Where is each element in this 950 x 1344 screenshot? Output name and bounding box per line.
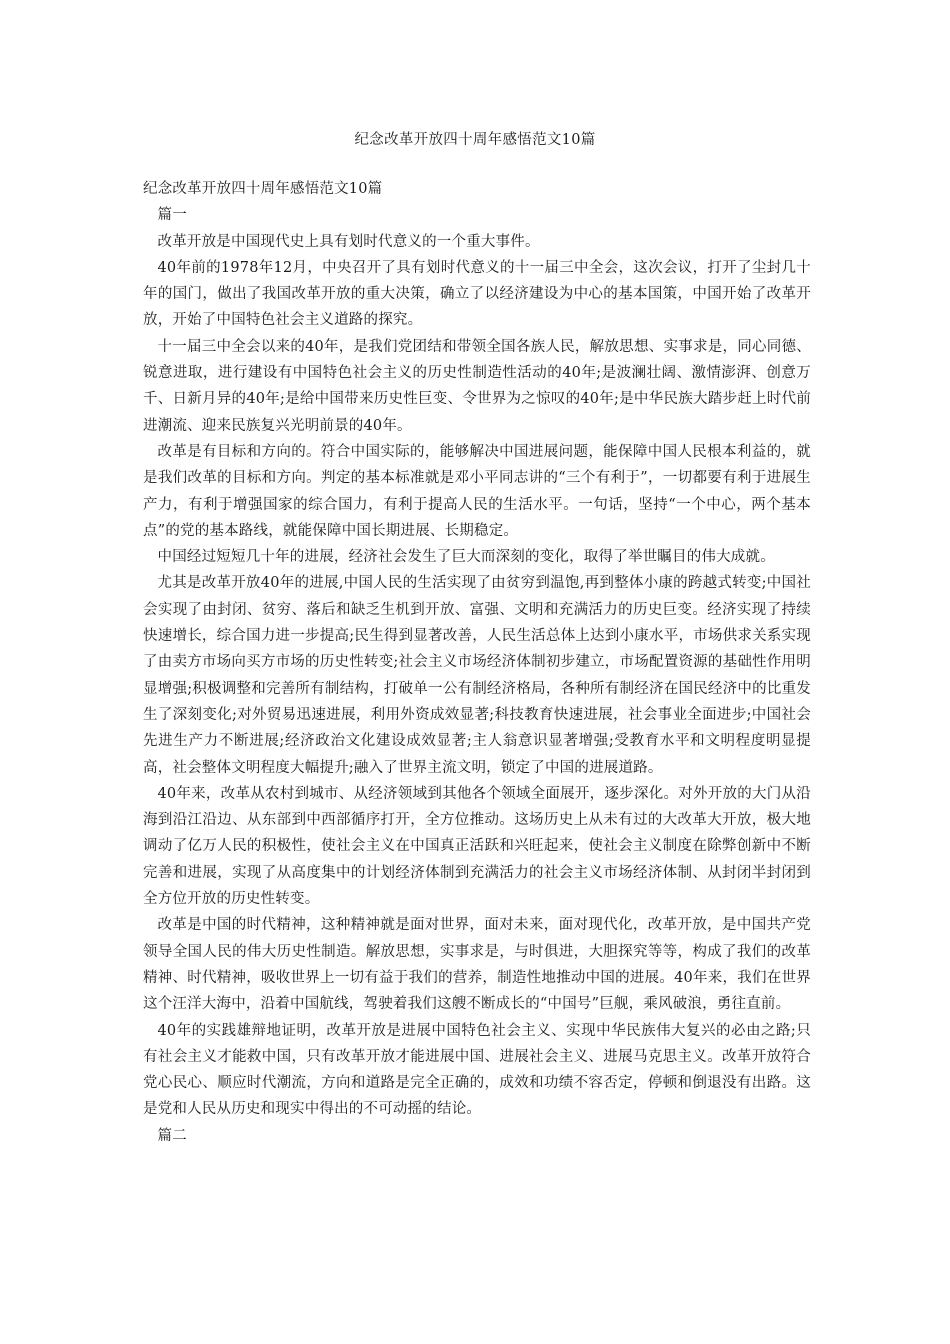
- document-subtitle: 纪念改革开放四十周年感悟范文10篇: [143, 181, 383, 197]
- paragraph: 改革是中国的时代精神，这种精神就是面对世界，面对未来，面对现代化，改革开放，是中国共产党领导全国人民的伟大历史性制造。解放思想，实事求是，与时俱进，大胆探究等等，构成了我们的改革精神、时代精神，吸收世界上一切有益于我们的营养，制造性地推动中国的进展。40年来，我们在世界这个汪洋大海中，沿着中国航线，驾驶着我们这艘不断成长的“中国号”巨舰，乘风破浪，勇往直前。: [143, 917, 811, 1013]
- document-title: 纪念改革开放四十周年感悟范文10篇: [354, 132, 596, 148]
- paragraph: 改革开放是中国现代史上具有划时代意义的一个重大事件。: [157, 233, 540, 250]
- paragraph: 改革是有目标和方向的。符合中国实际的，能够解决中国进展问题，能保障中国人民根本利益的，就是我们改革的目标和方向。判定的基本标准就是邓小平同志讲的“三个有利于”，一切都要有利于进展生产力，有利于增强国家的综合国力，有利于提高人民的生活水平。一句话，坚持“一个中心，两个基本点”的党的基本路线，就能保障中国长期进展、长期稳定。: [143, 443, 811, 539]
- paragraph: 40年前的1978年12月，中央召开了具有划时代意义的十一届三中全会，这次会议，打开了尘封几十年的国门，做出了我国改革开放的重大决策，确立了以经济建设为中心的基本国策，中国开始了改革开放，开始了中国特色社会主义道路的探究。: [143, 259, 811, 329]
- paragraph: 40年来，改革从农村到城市、从经济领域到其他各个领域全面展开，逐步深化。对外开放的大门从沿海到沿江沿边、从东部到中西部循序打开，全方位推动。这场历史上从未有过的大改革大开放，极大地调动了亿万人民的积极性，使社会主义在中国真正活跃和兴旺起来，使社会主义制度在除弊创新中不断完善和进展，实现了从高度集中的计划经济体制到充满活力的社会主义市场经济体制、从封闭半封闭到全方位开放的历史性转变。: [143, 785, 811, 908]
- paragraph: 40年的实践雄辩地证明，改革开放是进展中国特色社会主义、实现中华民族伟大复兴的必由之路;只有社会主义才能救中国，只有改革开放才能进展中国、进展社会主义、进展马克思主义。改革开放符合党心民心、顺应时代潮流，方向和道路是完全正确的，成效和功绩不容否定，停顿和倒退没有出路。这是党和人民从历史和现实中得出的不可动摇的结论。: [143, 1022, 811, 1118]
- paragraph: 十一届三中全会以来的40年，是我们党团结和带领全国各族人民，解放思想、实事求是，同心同德、锐意进取，进行建设有中国特色社会主义的历史性制造性活动的40年;是波澜壮阔、激情澎湃、创意万千、日新月异的40年;是给中国带来历史性巨变、令世界为之惊叹的40年;是中华民族大踏步赶上时代前进潮流、迎来民族复兴光明前景的40年。: [143, 338, 811, 434]
- paragraph: 中国经过短短几十年的进展，经济社会发生了巨大而深刻的变化，取得了举世瞩目的伟大成就。: [157, 549, 775, 566]
- section-heading-one: 篇一: [157, 207, 187, 224]
- section-heading-two: 篇二: [157, 1127, 187, 1144]
- document-body: [143, 176, 811, 1149]
- paragraph: 尤其是改革开放40年的进展,中国人民的生活实现了由贫穷到温饱,再到整体小康的跨越式转变;中国社会实现了由封闭、贫穷、落后和缺乏生机到开放、富强、文明和充满活力的历史巨变。经济实现了持续快速增长，综合国力进一步提高;民生得到显著改善，人民生活总体上达到小康水平，市场供求关系实现了由卖方市场向买方市场的历史性转变;社会主义市场经济体制初步建立，市场配置资源的基础性作用明显增强;积极调整和完善所有制结构，打破单一公有制经济格局，各种所有制经济在国民经济中的比重发生了深刻变化;对外贸易迅速进展，利用外资成效显著;科技教育快速进展，社会事业全面进步;中国社会先进生产力不断进展;经济政治文化建设成效显著;主人翁意识显著增强;受教育水平和文明程度明显提高，社会整体文明程度大幅提升;融入了世界主流文明，锁定了中国的进展道路。: [143, 575, 811, 776]
